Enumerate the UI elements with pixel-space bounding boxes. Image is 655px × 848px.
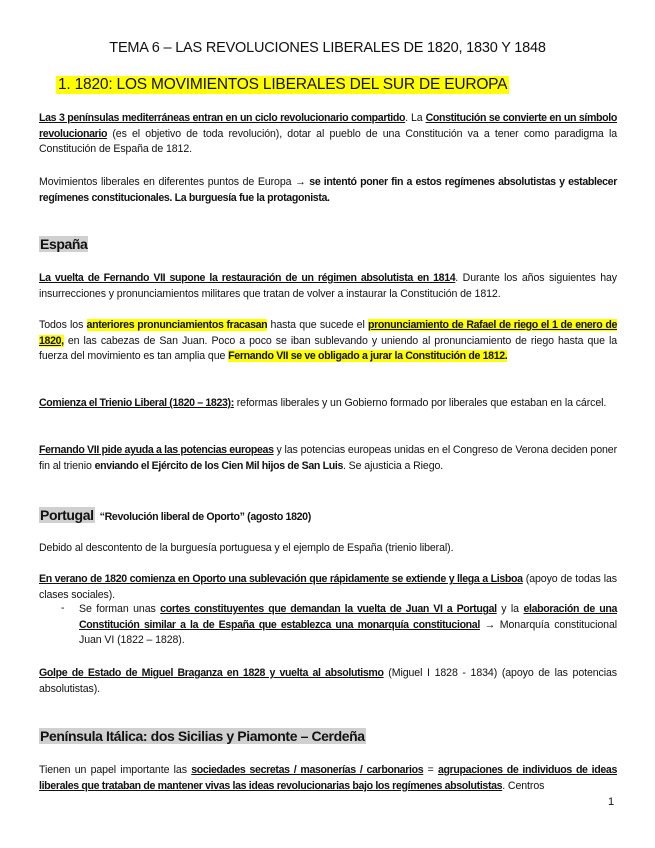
section-espana-heading: España: [40, 236, 88, 252]
paragraph-italia-1: [39, 763, 617, 794]
espana-p2-text-a: Todos los: [39, 319, 87, 331]
espana-p2-text-c: hasta que sucede el: [267, 319, 368, 331]
section-heading-1820: 1. 1820: LOS MOVIMIENTOS LIBERALES DEL SUR DE EUROPA: [58, 76, 508, 93]
intro-bold-1: Las 3 penínsulas mediterráneas entran en un ciclo revolucionario compartido: [39, 112, 406, 124]
espana-p4-text-1: y las potencias europeas unidas en el Congreso de Verona deciden poner fin al trienio: [39, 444, 618, 472]
section-portugal-heading: Portugal: [40, 507, 94, 523]
espana-p1-bold: La vuelta de Fernando VII supone la restauración de un régimen absolutista en 1814: [39, 272, 456, 284]
portugal-p3-text: (Miguel I 1828 - 1834) (apoyo de las potencias absolutistas).: [39, 667, 617, 695]
espana-p3-text: reformas liberales y un Gobierno formado por liberales que estaban en la cárcel.: [233, 397, 607, 409]
espana-p2-text-e: en las cabezas de San Juan. Poco a poco se iban sublevando y uniendo al pronunciamiento de riego hasta que la fuerza del movimiento es tan amplia que: [39, 334, 617, 363]
bullet-dash: -: [61, 602, 65, 614]
movements-text: Movimientos liberales en diferentes puntos de Europa →: [39, 176, 310, 188]
espana-p4-bold-1: Fernando VII pide ayuda a las potencias europeas: [39, 444, 274, 456]
document-title: TEMA 6 – LAS REVOLUCIONES LIBERALES DE 1820, 1830 Y 1848: [109, 40, 546, 56]
portugal-subtitle: “Revolución liberal de Oporto” (agosto 1820): [99, 511, 311, 523]
intro-text-1: . La: [405, 112, 426, 124]
espana-p2-highlight-2: pronunciamiento de Rafael de riego el 1 de enero de 1820,: [39, 319, 617, 347]
italia-text-a: Tienen un papel importante las: [39, 764, 192, 776]
paragraph-portugal-3: [39, 666, 617, 697]
page-number: 1: [608, 796, 615, 808]
intro-text-2: (es el objetivo de toda revolución), dotar al pueblo de una Constitución va a tener como paradigma la Constitución de España de 1812.: [39, 127, 617, 156]
paragraph-espana-2: [39, 318, 617, 365]
paragraph-portugal-2: [39, 572, 617, 603]
bullet-text-e: → Monarquía constitucional Juan VI (1822 – 1828).: [79, 618, 617, 647]
paragraph-espana-1: [39, 271, 617, 302]
italia-bold-1: sociedades secretas / masonerías / carbonarios: [191, 764, 424, 776]
espana-p2-highlight-3: Fernando VII se ve obligado a jurar la Constitución de 1812.: [228, 350, 508, 363]
espana-p3-bold: Comienza el Trienio Liberal (1820 – 1823):: [39, 397, 234, 409]
portugal-p3-bold: Golpe de Estado de Miguel Braganza en 1828 y vuelta al absolutismo: [39, 667, 384, 679]
intro-bold-2: Constitución se convierte en un símbolo revolucionario: [39, 112, 617, 140]
movements-bold: se intentó poner fin a estos regímenes absolutistas y establecer regímenes constitucionales. La burguesía fue la protagonista.: [39, 176, 617, 204]
section-portugal-heading-row: [39, 507, 311, 523]
italia-text-c: =: [423, 764, 438, 776]
portugal-p2-text: (apoyo de todas las clases sociales).: [39, 573, 618, 601]
espana-p2-highlight-1: anteriores pronunciamientos fracasan: [86, 319, 268, 331]
bullet-text-a: Se forman unas: [79, 603, 161, 615]
paragraph-intro: [39, 111, 617, 158]
bullet-bold-1: cortes constituyentes que demandan la vuelta de Juan VI a Portugal: [160, 603, 497, 615]
italia-bold-2: agrupaciones de individuos de ideas liberales que trataban de mantener vivas las ideas revolucionarias bajo los regímenes absolutistas: [39, 764, 617, 792]
espana-p4-text-2: . Se ajusticia a Riego.: [342, 459, 444, 472]
bullet-text-c: y la: [496, 603, 524, 615]
bullet-bold-2: elaboración de una Constitución similar a la de España que establezca una monarquía constitucional: [79, 603, 617, 631]
paragraph-movements: [39, 175, 617, 206]
bullet-item-cortes: [79, 602, 617, 649]
italia-text-e: . Centros: [502, 779, 545, 792]
espana-p4-bold-2: enviando el Ejército de los Cien Mil hijos de San Luis: [94, 459, 343, 472]
paragraph-espana-4: [39, 443, 617, 474]
paragraph-portugal-1: Debido al descontento de la burguesía portuguesa y el ejemplo de España (trienio liberal).: [39, 542, 454, 554]
espana-p1-text: . Durante los años siguientes hay insurrecciones y pronunciamientos militares que tratan de volver a instaurar la Constitución de 1812.: [39, 272, 617, 300]
paragraph-espana-3: [39, 396, 617, 412]
section-italia-heading: Península Itálica: dos Sicilias y Piamonte – Cerdeña: [40, 728, 365, 744]
portugal-p2-bold: En verano de 1820 comienza en Oporto una sublevación que rápidamente se extiende y llega a Lisboa: [39, 573, 523, 585]
